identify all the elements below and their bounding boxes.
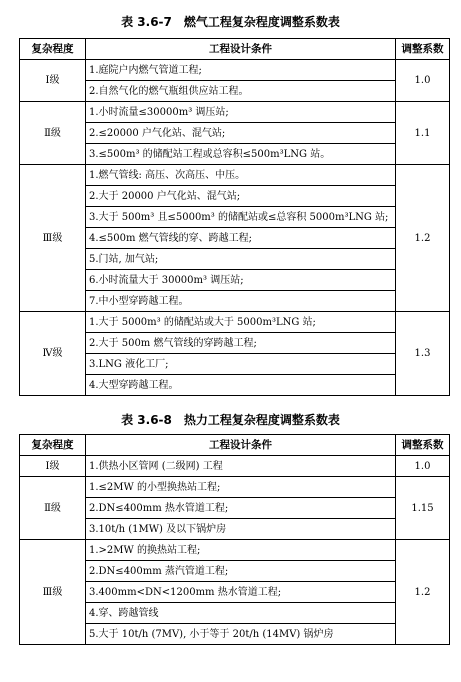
adjustment-coefficient-cell: 1.0: [396, 60, 450, 102]
adjustment-coefficient-cell: 1.1: [396, 102, 450, 165]
condition-item-cell: 2.大于 20000 户气化站、混气站;: [86, 186, 396, 207]
table-row: [20, 456, 450, 477]
condition-item-cell: 1.燃气管线: 高压、次高压、中压。: [86, 165, 396, 186]
complexity-level-cell: Ⅱ级: [20, 102, 86, 165]
complexity-level-cell: Ⅱ级: [20, 477, 86, 540]
condition-item-cell: 3.LNG 液化工厂;: [86, 354, 396, 375]
condition-item-cell: 2.DN≤400mm 蒸汽管道工程;: [86, 561, 396, 582]
condition-item-cell: 3.≤500m³ 的储配站工程或总容积≤500m³LNG 站。: [86, 144, 396, 165]
adjustment-coefficient-cell: 1.2: [396, 540, 450, 645]
complexity-level-cell: Ⅰ级: [20, 60, 86, 102]
condition-item-cell: 1.大于 5000m³ 的储配站或大于 5000m³LNG 站;: [86, 312, 396, 333]
header-complexity: 复杂程度: [20, 39, 86, 60]
table-row: [20, 102, 450, 123]
header-coefficient: 调整系数: [396, 435, 450, 456]
condition-item-cell: 2.大于 500m 燃气管线的穿跨越工程;: [86, 333, 396, 354]
header-conditions: 工程设计条件: [86, 39, 396, 60]
header-conditions: 工程设计条件: [86, 435, 396, 456]
condition-item-cell: 7.中小型穿跨越工程。: [86, 291, 396, 312]
table-row: [20, 60, 450, 81]
table2-caption: 表 3.6-8 热力工程复杂程度调整系数表: [121, 413, 340, 427]
table-row: [20, 165, 450, 186]
condition-item-cell: 1.>2MW 的换热站工程;: [86, 540, 396, 561]
condition-item-cell: 1.小时流量≤30000m³ 调压站;: [86, 102, 396, 123]
condition-item-cell: 2.自然气化的燃气瓶组供应站工程。: [86, 81, 396, 102]
condition-item-cell: 1.≤2MW 的小型换热站工程;: [86, 477, 396, 498]
condition-item-cell: 6.小时流量大于 30000m³ 调压站;: [86, 270, 396, 291]
table-header-row: [20, 39, 450, 60]
condition-item-cell: 3.10t/h (1MW) 及以下锅炉房: [86, 519, 396, 540]
table-row: [20, 477, 450, 498]
table-row: [20, 312, 450, 333]
adjustment-coefficient-cell: 1.3: [396, 312, 450, 396]
adjustment-coefficient-cell: 1.0: [396, 456, 450, 477]
table1-caption: 表 3.6-7 燃气工程复杂程度调整系数表: [121, 15, 340, 29]
condition-item-cell: 4.穿、跨越管线: [86, 603, 396, 624]
condition-item-cell: 4.大型穿跨越工程。: [86, 375, 396, 396]
table-header-row: [20, 435, 450, 456]
adjustment-coefficient-cell: 1.2: [396, 165, 450, 312]
condition-item-cell: 3.大于 500m³ 且≤5000m³ 的储配站或≤总容积 5000m³LNG 站;: [86, 207, 396, 228]
gas-engineering-complexity-table: [19, 38, 450, 396]
condition-item-cell: 2.DN≤400mm 热水管道工程;: [86, 498, 396, 519]
complexity-level-cell: Ⅲ级: [20, 540, 86, 645]
condition-item-cell: 4.≤500m 燃气管线的穿、跨越工程;: [86, 228, 396, 249]
complexity-level-cell: Ⅰ级: [20, 456, 86, 477]
condition-item-cell: 2.≤20000 户气化站、混气站;: [86, 123, 396, 144]
complexity-level-cell: Ⅲ级: [20, 165, 86, 312]
header-complexity: 复杂程度: [20, 435, 86, 456]
condition-item-cell: 1.供热小区管网 (二级网) 工程: [86, 456, 396, 477]
complexity-level-cell: Ⅳ级: [20, 312, 86, 396]
table-row: [20, 540, 450, 561]
condition-item-cell: 3.400mm<DN<1200mm 热水管道工程;: [86, 582, 396, 603]
condition-item-cell: 5.门站, 加气站;: [86, 249, 396, 270]
condition-item-cell: 5.大于 10t/h (7MV), 小于等于 20t/h (14MV) 锅炉房: [86, 624, 396, 645]
heat-engineering-complexity-table: [19, 434, 450, 645]
adjustment-coefficient-cell: 1.15: [396, 477, 450, 540]
condition-item-cell: 1.庭院户内燃气管道工程;: [86, 60, 396, 81]
header-coefficient: 调整系数: [396, 39, 450, 60]
